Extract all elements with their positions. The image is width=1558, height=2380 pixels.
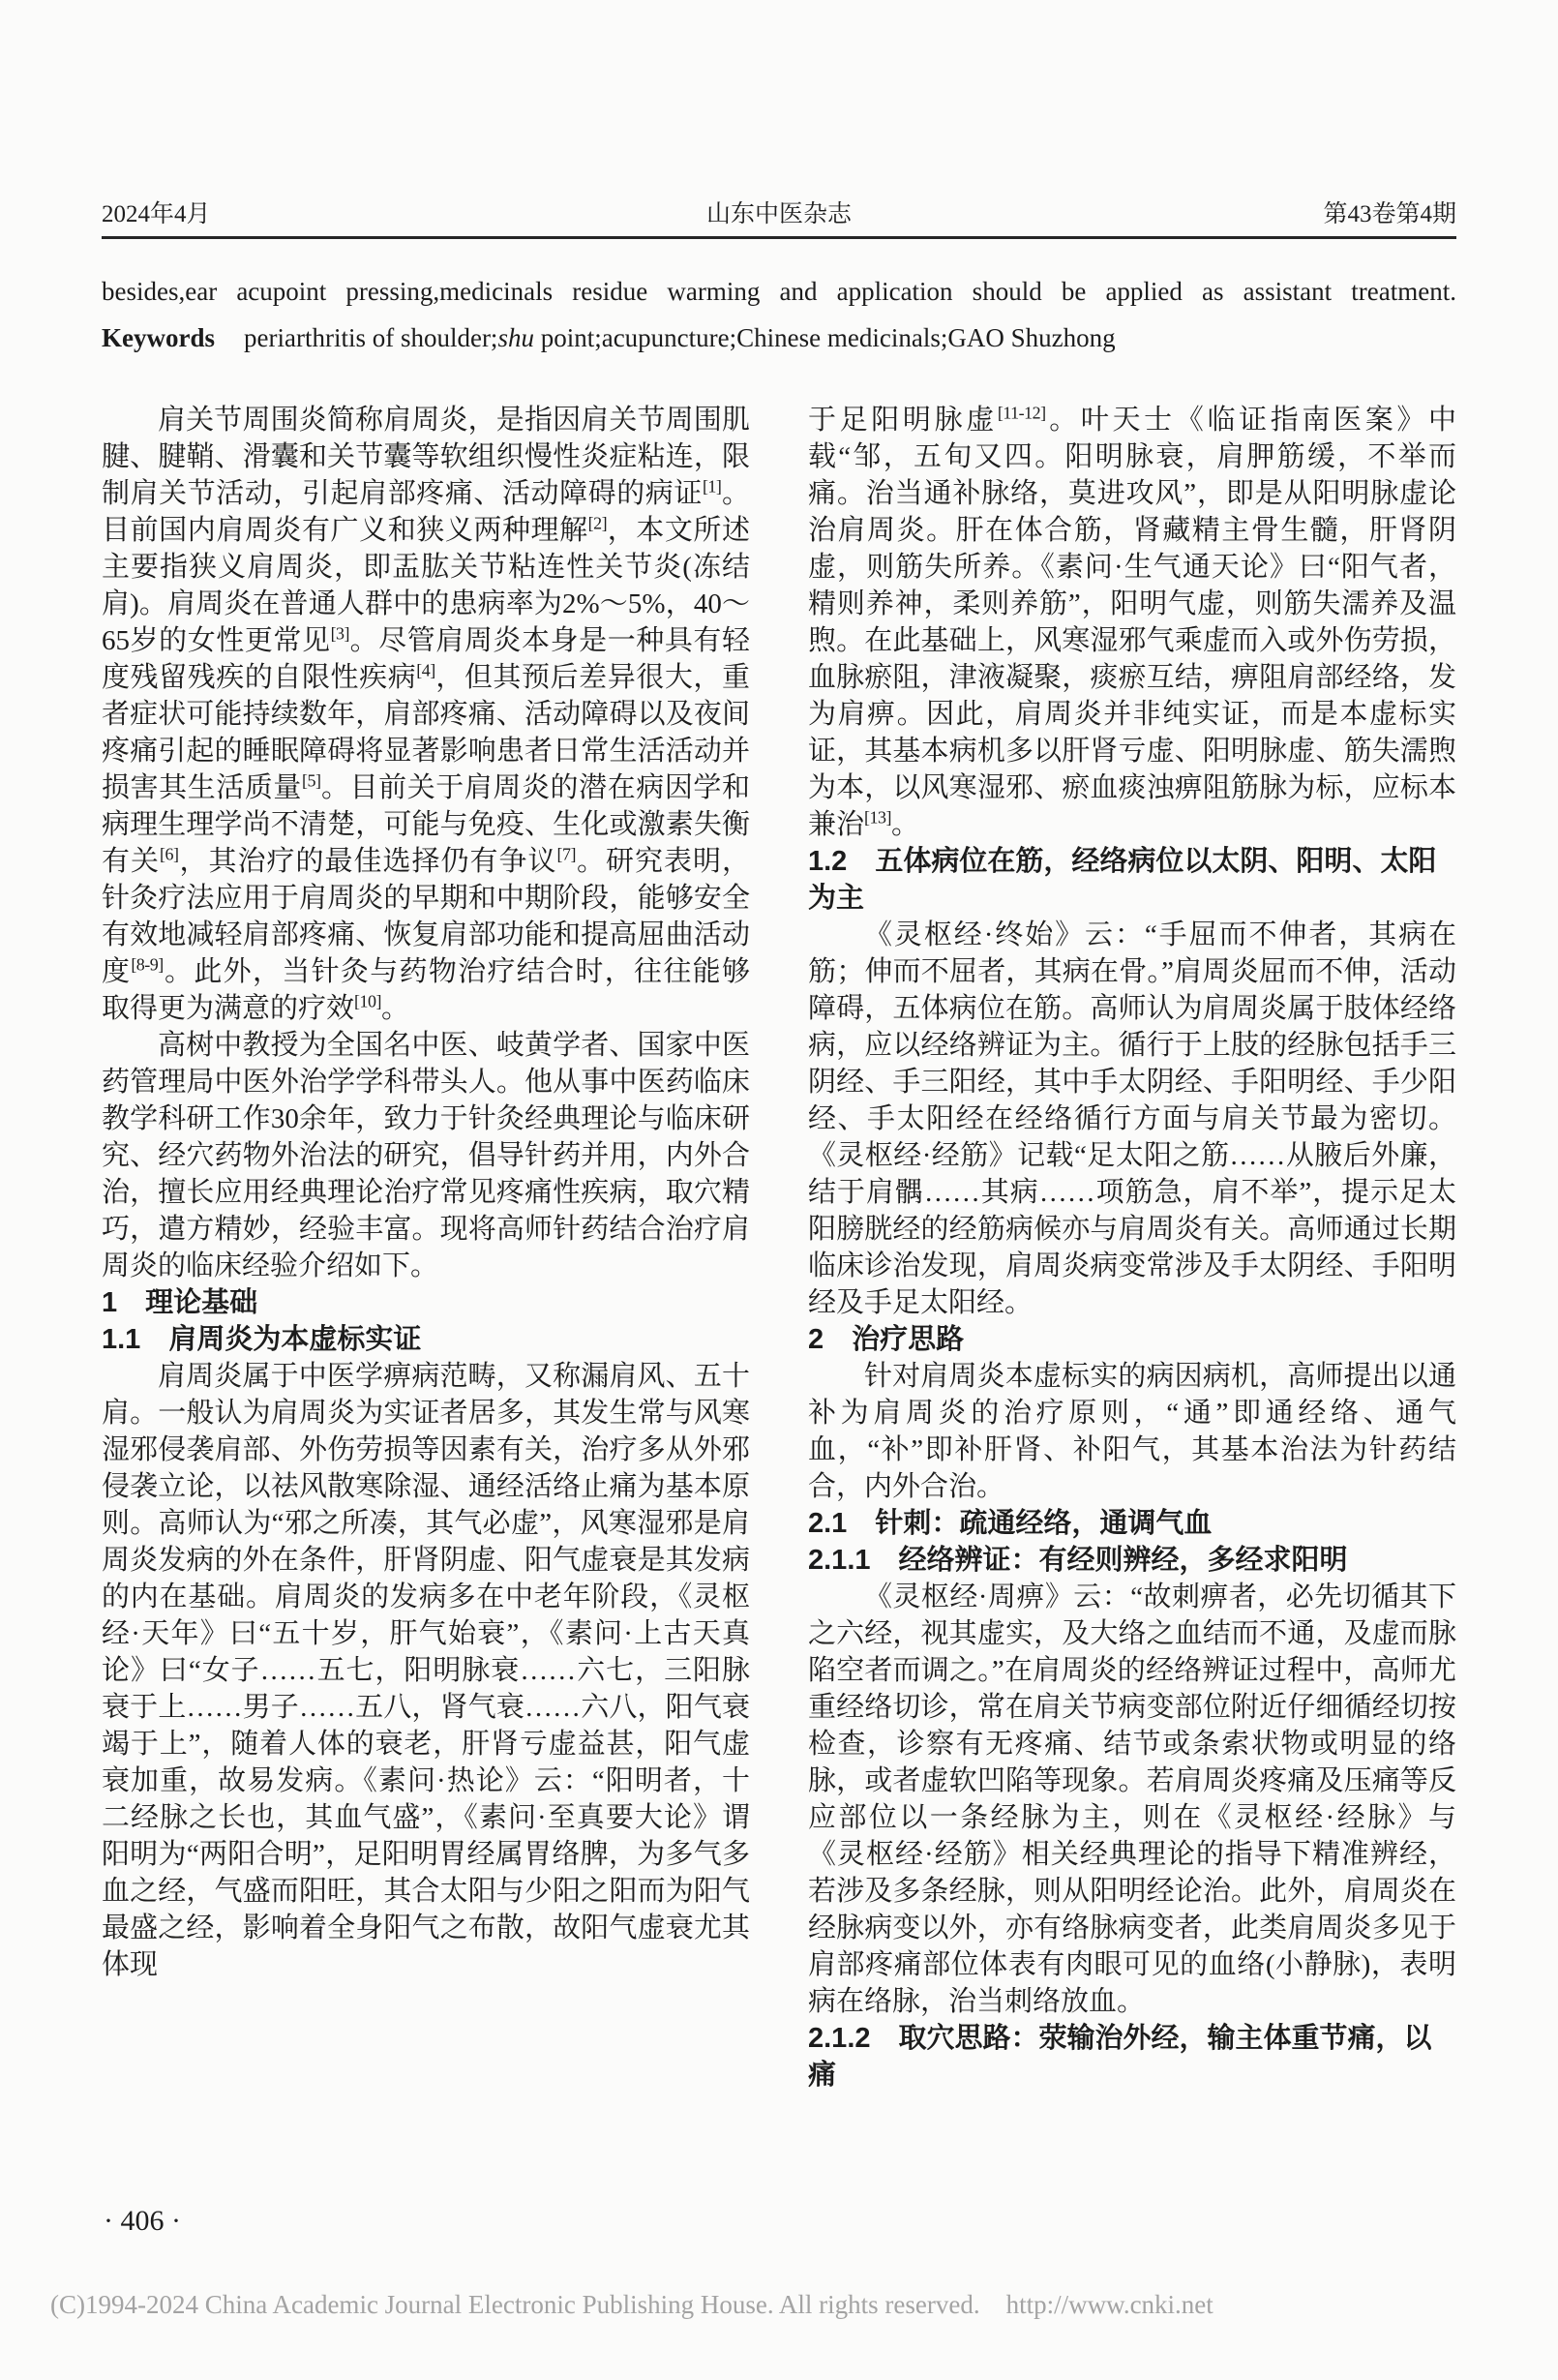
section-heading: 2.1.2 取穴思路：荥输治外经，输主体重节痛，以痛 <box>808 2023 1432 2091</box>
right-column <box>808 402 1456 2094</box>
running-head <box>102 199 1456 239</box>
body-columns <box>102 402 1456 2094</box>
body-paragraph: 于足阳明脉虚[11-12]。叶天士《临证指南医案》中载“邹，五旬又四。阳明脉衰，肩胛筋缓，不举而痛。治当通补脉络，莫进攻风”，即是从阳明脉虚论治肩周炎。肝在体合筋，肾藏精主骨生髓，肝肾阴虚，则筋失所养。《素问·生气通天论》曰“阳气者，精则养神，柔则养筋”，阳明气虚，则筋失濡养及温煦。在此基础上，风寒湿邪气乘虚而入或外伤劳损，血脉瘀阻，津液凝聚，痰瘀互结，痹阻肩部经络，发为肩痹。因此，肩周炎并非纯实证，而是本虚标实证，其基本病机多以肝肾亏虚、阳明脉虚、筋失濡煦为本，以风寒湿邪、瘀血痰浊痹阻筋脉为标，应标本兼治[13]。 <box>808 403 1456 840</box>
body-paragraph: 《灵枢经·周痹》云：“故刺痹者，必先切循其下之六经，视其虚实，及大络之血结而不通，及虚而脉陷空者而调之。”在肩周炎的经络辨证过程中，高师尤重经络切诊，常在肩关节病变部位附近仔细循经切按检查，诊察有无疼痛、结节或条索状物或明显的络脉，或者虚软凹陷等现象。若肩周炎疼痛及压痛等反应部位以一条经脉为主，则在《灵枢经·经脉》与《灵枢经·经筋》相关经典理论的指导下精准辨经，若涉及多条经脉，则从阳明经论治。此外，肩周炎在经脉病变以外，亦有络脉病变者，此类肩周炎多见于肩部疼痛部位体表有肉眼可见的血络(小静脉)，表明病在络脉，治当刺络放血。 <box>808 1582 1456 2017</box>
header-date: 2024年4月 <box>102 201 211 227</box>
keywords-line <box>102 318 1456 357</box>
section-heading: 1 理论基础 <box>102 1287 258 1318</box>
journal-title: 山东中医杂志 <box>705 201 852 227</box>
copyright-footer: (C)1994-2024 China Academic Journal Electronic Publishing House. All rights reserved. http://www.cnki.net <box>50 2290 1213 2319</box>
abstract-tail-line: besides,ear acupoint pressing,medicinals residue warming and application should be applied as assistant treatment. <box>102 277 1456 306</box>
body-paragraph: 肩关节周围炎简称肩周炎，是指因肩关节周围肌腱、腱鞘、滑囊和关节囊等软组织慢性炎症粘连，限制肩关节活动，引起肩部疼痛、活动障碍的病证[1]。目前国内肩周炎有广义和狭义两种理解[2]，本文所述主要指狭义肩周炎，即盂肱关节粘连性关节炎(冻结肩)。肩周炎在普通人群中的患病率为2%～5%，40～65岁的女性更常见[3]。尽管肩周炎本身是一种具有轻度残留残疾的自限性疾病[4]，但其预后差异很大，重者症状可能持续数年，肩部疼痛、活动障碍以及夜间疼痛引起的睡眠障碍将显著影响患者日常生活活动并损害其生活质量[5]。目前关于肩周炎的潜在病因学和病理生理学尚不清楚，可能与免疫、生化或激素失衡有关[6]，其治疗的最佳选择仍有争议[7]。研究表明，针灸疗法应用于肩周炎的早期和中期阶段，能够安全有效地减轻肩部疼痛、恢复肩部功能和提高屈曲活动度[8-9]。此外，当针灸与药物治疗结合时，往往能够取得更为满意的疗效[10]。 <box>102 405 750 1024</box>
issue-info: 第43卷第4期 <box>1323 201 1456 227</box>
section-heading: 2.1.1 经络辨证：有经则辨经，多经求阳明 <box>808 1545 1348 1576</box>
left-column <box>102 402 750 2094</box>
section-heading: 2 治疗思路 <box>808 1324 965 1355</box>
section-heading: 1.1 肩周炎为本虚标实证 <box>102 1324 422 1355</box>
keywords-label: Keywords <box>102 323 215 352</box>
body-paragraph: 《灵枢经·终始》云：“手屈而不伸者，其病在筋；伸而不屈者，其病在骨。”肩周炎屈而不伸，活动障碍，五体病位在筋。高师认为肩周炎属于肢体经络病，应以经络辨证为主。循行于上肢的经脉包括手三阴经、手三阳经，其中手太阴经、手阳明经、手少阳经、手太阳经在经络循行方面与肩关节最为密切。《灵枢经·经筋》记载“足太阳之筋……从腋后外廉，结于肩髃……其病……项筋急，肩不举”，提示足太阳膀胱经的经筋病候亦与肩周炎有关。高师通过长期临床诊治发现，肩周炎病变常涉及手太阴经、手阳明经及手足太阳经。 <box>808 919 1456 1318</box>
body-paragraph: 肩周炎属于中医学痹病范畴，又称漏肩风、五十肩。一般认为肩周炎为实证者居多，其发生常与风寒湿邪侵袭肩部、外伤劳损等因素有关，治疗多从外邪侵袭立论，以祛风散寒除湿、通经活络止痛为基本原则。高师认为“邪之所凑，其气必虚”，风寒湿邪是肩周炎发病的外在条件，肝肾阴虚、阳气虚衰是其发病的内在基础。肩周炎的发病多在中老年阶段，《灵枢经·天年》曰“五十岁，肝气始衰”，《素问·上古天真论》曰“女子……五七，阳明脉衰……六七，三阳脉衰于上……男子……五八，肾气衰……六八，阳气衰竭于上”，随着人体的衰老，肝肾亏虚益甚，阳气虚衰加重，故易发病。《素问·热论》云：“阳明者，十二经脉之长也，其血气盛”，《素问·至真要大论》谓阳明为“两阳合明”，足阳明胃经属胃络脾，为多气多血之经，气盛而阳旺，其合太阳与少阳之阳而为阳气最盛之经，影响着全身阳气之布散，故阳气虚衰尤其体现 <box>102 1361 750 1980</box>
section-heading: 1.2 五体病位在筋，经络病位以太阴、阳明、太阳为主 <box>808 846 1437 914</box>
english-abstract-block <box>102 272 1456 357</box>
section-heading: 2.1 针刺：疏通经络，通调气血 <box>808 1508 1213 1539</box>
keywords-text: periarthritis of shoulder;shu point;acupuncture;Chinese medicinals;GAO Shuzhong <box>244 323 1116 352</box>
page-number: · 406 · <box>104 2205 181 2237</box>
body-paragraph: 高树中教授为全国名中医、岐黄学者、国家中医药管理局中医外治学学科带头人。他从事中医药临床教学科研工作30余年，致力于针灸经典理论与临床研究、经穴药物外治法的研究，倡导针药并用，内外合治，擅长应用经典理论治疗常见疼痛性疾病，取穴精巧，遣方精妙，经验丰富。现将高师针药结合治疗肩周炎的临床经验介绍如下。 <box>102 1030 750 1281</box>
body-paragraph: 针对肩周炎本虚标实的病因病机，高师提出以通补为肩周炎的治疗原则，“通”即通经络、通气血，“补”即补肝肾、补阳气，其基本治法为针药结合，内外合治。 <box>808 1361 1456 1502</box>
journal-page <box>0 199 1558 2380</box>
